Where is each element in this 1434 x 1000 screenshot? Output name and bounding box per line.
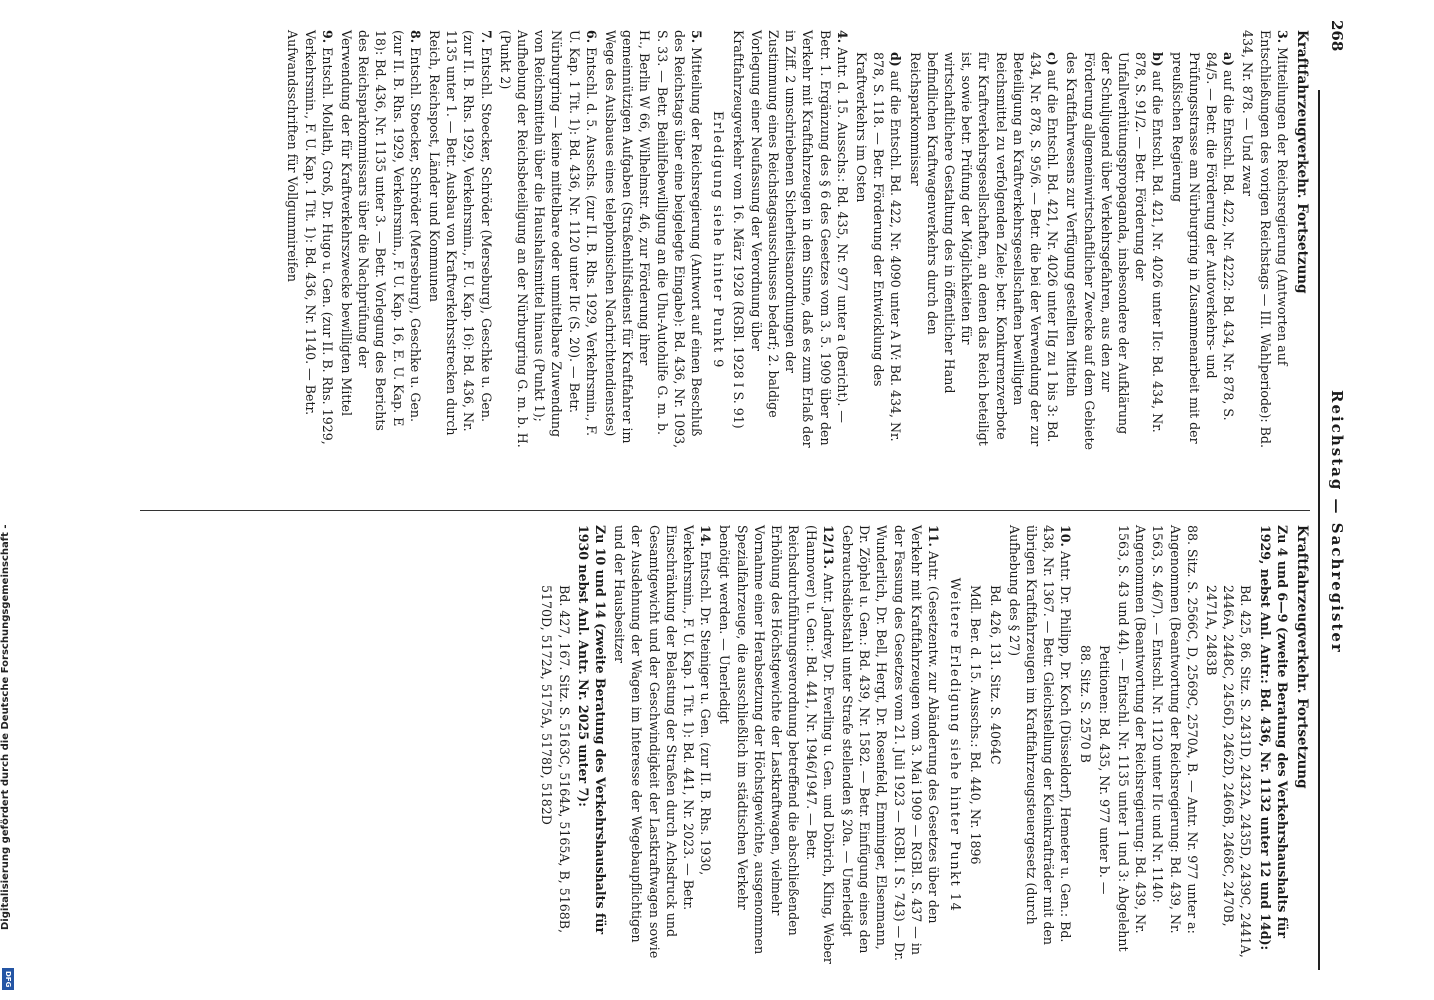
column-divider: [140, 510, 1310, 511]
reference-line: Petitionen: Bd. 435, Nr. 977 unter b. —: [1096, 645, 1112, 895]
cross-reference: Erledigung siehe hinter Punkt 9: [710, 111, 726, 369]
entry-text: Antr. Jandrey, Dr. Everling u. Gen. und Döbrich, Kling, Weber (Hannover) u. Gen.: Bd. 441, Nr. 1946/1947. — Betr. Reichsdurchführungsverordnung betreffend die abschließenden Erhöhung des Höchstgewichte der Lastkraftwagen, vielmehr Vornahme einer Herabsetzung der Höchstgewichte, ausgenommen Spezialfahrzeuge, die ausschließlich im städtischen Verkehr benötigt werden. — Unerledigt: [717, 525, 836, 964]
left-column: [282, 30, 1310, 450]
page-title: Reichstag — Sachregister: [1328, 390, 1346, 654]
register-entry: [426, 30, 495, 450]
entry-number: 7.: [478, 30, 494, 44]
register-entry: [839, 525, 942, 965]
entry-number: c): [1045, 52, 1061, 66]
digitization-credit-strip: [0, 0, 16, 1000]
register-entry: [338, 30, 424, 450]
sub-entry: [1168, 52, 1237, 450]
reference-line: Bd. 425, 86. Sitz. S. 2431D, 2432A, 2435D, 2439C, 2441A, 2446A, 2448C, 2456D, 2462D, 2466B, 2468C, 2470B, 2471A, 2483B: [1203, 585, 1254, 958]
cross-reference: Weitere Erledigung siehe hinter Punkt 14: [947, 577, 963, 913]
register-entry: [1006, 525, 1075, 965]
entry-text: auf die Entschl. Bd. 422, Nr. 4222: Bd. 434, Nr. 878, S. 84/5. — Betr. die Förderung der Autoverkehrs- und Prüfungsstrasse am Nürburgring in Zusammenarbeit mit der preußischen Regierung: [1169, 52, 1237, 444]
entry-text: Antr. d. 15. Ausschs.: Bd. 435, Nr. 977 unter a (Bericht). — Betr. 1. Ergänzung des § 6 des Gesetzes vom 3. 5. 1909 über den Verkehr mit Kraftfahrzeugen in dem Sinne, daß es zum Erlaß der in Ziff. 2 umschriebenen Sicherheitsanordnungen der Zustimmung eines Reichstagsausschusses bedarf; 2. baldige Vorlegung einer Neufassung der Verordnung über Kraftfahrzeugverkehr vom 16. März 1928 (RGBl. 1928 I S. 91): [731, 30, 850, 448]
register-entry: [284, 30, 336, 450]
entry-text: Mitteilung der Reichsregierung (Antwort auf einen Beschluß des Reichstags über eine beigelegte Eingabe): Bd. 436, Nr. 1093, S. 33. — Betr. Beihilfebewilligung an die Uhu-Autohilfe G. m. b. H., Berlin W 66, Wilhelmstr. 46, zur Förderung ihrer gemeinnützigen Aufgaben (Straßenhilfsdienst für Kraftfahrer im Wege des Ausbaues eines telephonischen Nachrichtendienstes): [603, 30, 705, 449]
reference-line: 88. Sitz. S. 2566C, D, 2569C, 2570A, B. — Antr. Nr. 977 unter a: Angenommen (Beantwortung der Reichsregierung: Bd. 439, Nr. 1563, S. 46/7). — Entschl. Nr. 1120 unter IIc und Nr. 1140: Angenommen (Beantwortung der Reichsregierung: Bd. 439, Nr. 1563, S. 43 und 44). — Entschl. Nr. 1135 unter 1 und 3: Abgelehnt: [1115, 525, 1200, 952]
sub-entry: [853, 52, 905, 450]
entry-number: a): [1221, 52, 1237, 67]
header-rule: [1318, 90, 1320, 970]
deliberation-heading: Zu 4 und 6—9 (zweite Beratung des Verkehrshaushalts für 1929, nebst Anl. Antr.: Bd. 436, Nr. 1132 unter 12 und 14d):: [1257, 525, 1290, 951]
entry-number: 3.: [1274, 30, 1290, 44]
register-entry: [730, 30, 850, 450]
entry-text: Antr. Dr. Philipp, Dr. Koch (Düsseldorf), Hemeter u. Gen.: Bd. 438, Nr. 1367. — Betr. Gleichstellung der Kleinkrafträder mit den übrigen Kraftfahrzeugen im Kraftfahrzeugsteuergesetz (durch Aufhebung des § 27): [1006, 525, 1074, 945]
entry-number: 12/13.: [820, 525, 836, 570]
entry-text: Entschl. Stoecker, Schröder (Merseburg), Geschke u. Gen. (zur II. B. Rhs. 1929, Verkehrsmin., F. U. Kap. 16, E. U. Kap. E 18): Bd. 436, Nr. 1135 unter 3. — Betr. Vorlegung des Berichts des Reichsparkommissars über die Nachprüfung der Verwendung der für Kraftverkehrszwecke bewilligten Mittel: [339, 30, 423, 431]
entry-text: Entschl. Mollath, Groß, Dr. Hugo u. Gen. (zur II. B. Rhs. 1929, Verkehrsmin., F. U. Kap. 1 Tit. 1): Bd. 436, Nr. 1140. — Betr. Aufwandsschriften für Vollgummireifen: [285, 30, 335, 445]
register-entry: [497, 30, 600, 450]
running-head: [1322, 20, 1350, 970]
entry-text: Mitteilungen der Reichsregierung (Antworten auf Entschließungen des vorigen Reichstags — III. Wahlperiode): Bd. 434, Nr. 878. — Und zwar: [1240, 30, 1290, 448]
reference-line: Mdl. Ber. d. 15. Ausschs.: Bd. 440, Nr. 1896: [968, 585, 984, 865]
section-heading: Kraftfahrzeugverkehr. Fortsetzung: [1294, 30, 1310, 294]
register-entry: [602, 30, 705, 450]
section-heading: Kraftfahrzeugverkehr. Fortsetzung: [1294, 525, 1310, 789]
entry-number: 4.: [834, 30, 850, 44]
entry-number: d): [888, 52, 904, 67]
entry-text: Entschl. Dr. Steiniger u. Gen. (zur II. B. Rhs. 1930, Verkehrsmin., F. U. Kap. 1 Tit. 1): Bd. 441, Nr. 2023. — Betr. Einschränkung der Belastung der Straßen durch Achsdruck und Gesamtgewicht und der Geschwindigkeit der Lastkraftwagen sowie der Ausdehnung der Wagen im Interesse der Wegebaupflichtigen und der Hausbesitzer: [612, 525, 714, 959]
register-page: [110, 20, 1350, 970]
entry-number: 8.: [407, 30, 423, 44]
entry-text: auf die Entschl. Bd. 421, Nr. 4026 unter IIc: Bd. 434, Nr. 878, S. 91/2. — Betr. Förderung der Unfallverhütungspropaganda, insbesondere der Aufklärung der Schuljugend über Verkehrsgefahren, aus den zur Förderung allgemeinwirtschaftlicher Zwecke auf dem Gebiete des Kraftfahrwesens zur Verfügung gestellten Mitteln: [1064, 52, 1166, 450]
entry-number: 10.: [1058, 525, 1074, 547]
reference-line: 88. Sitz. S. 2570 B: [1077, 645, 1093, 763]
entry-text: Entschl. d. 5. Ausschs. (zur II. B. Rhs. 1929, Verkehrsmin., F. U. Kap. 1 Tit. 1): Bd. 436, Nr. 1120 unter IIc (S. 20). — Betr. Nürburgring — keine mittelbare oder unmittelbare Zuwendung von Reichsmitteln über die Haushaltsmittel hinaus (Punkt 1); Aufhebung der Reichsbeteiligung an der Nürburgring G. m. b. H. (Punkt 2): [497, 30, 599, 448]
reference-line: Bd. 427, 167. Sitz. S. 5163C, 5164A, 5165A, B, 5168B, 5170D, 5172A, 5175A, 5178D, 5182D: [539, 585, 572, 934]
register-entry: [716, 525, 836, 965]
entry-number: 6.: [583, 30, 599, 44]
entry-number: 14.: [698, 525, 714, 547]
entry-number: 9.: [319, 30, 335, 44]
entry-number: 11.: [925, 525, 941, 547]
entry-text: Antr. (Gesetzentw. zur Abänderung des Gesetzes über den Verkehr mit Kraftfahrzeugen vom 3. Mai 1909 — RGBl. S. 437 — in der Fassung des Gesetzes vom 21. Juli 1923 — RGBl. I S. 743) — Dr. Wunderlich, Dr. Bell, Hergt, Dr. Rosenfeld, Emminger, Elsenmann, Dr. Zöphel u. Gen.: Bd. 439, Nr. 1582. — Betr. Einfügung eines den Gebrauchsdiebstahl unter Strafe stellenden § 20a. — Unerledigt: [839, 525, 941, 961]
entry-text: auf die Entschl. Bd. 421, Nr. 4026 unter IIg zu 1 bis 3: Bd. 434, Nr. 878, S. 95/6. — Betr. die bei der Verwendung der zur Beteiligung an Kraftverkehrsgesellschaften bewilligten Reichsmittel zu verfolgenden Ziele; betr. Konkurrenzverbote für Kraftverkehrsgesellschaften, an denen das Reich beteiligt ist, sowie betr. Prüfung der Möglichkeiten für wirtschaftlichere Gestaltung des in öffentlicher Hand befindlichen Kraftwagenverkehrs durch den Reichsparkommissar: [907, 52, 1061, 447]
sub-entry: [906, 52, 1061, 450]
dfg-logo: DFG: [2, 968, 14, 990]
deliberation-heading: Zu 10 und 14 (zweite Beratung des Verkehrshaushalts für 1930 nebst Anl. Antr. Nr. 2025 unter 7):: [575, 525, 609, 935]
page-number: 268: [1328, 20, 1346, 52]
entry-text: Entschl. Stoecker, Schröder (Merseburg), Geschke u. Gen. (zur II. B. Rhs. 1929, Verkehrsmin., F. U. Kap. 16): Bd. 436, Nr. 1135 unter 1. — Betr. Ausbau von Kraftverkehrsstrecken durch Reich, Reichspost, Länder und Kommunen: [427, 30, 494, 436]
entry-text: auf die Entschl. Bd. 422, Nr. 4090 unter A IV: Bd. 434, Nr. 878, S. 118. — Betr. Förderung der Entwicklung des Kraftverkehrs im Osten: [853, 52, 904, 442]
register-entry: [611, 525, 714, 965]
credit-text: Digitalisierung gefördert durch die Deutsche Forschungsgemeinschaft -: [0, 524, 11, 930]
right-column: [536, 525, 1310, 965]
register-entry: [1239, 30, 1291, 450]
sub-entry: [1063, 52, 1166, 450]
entry-number: 5.: [689, 30, 705, 44]
reference-line: Bd. 426, 131. Sitz. S. 4064C: [987, 585, 1003, 765]
entry-number: b): [1150, 52, 1166, 67]
